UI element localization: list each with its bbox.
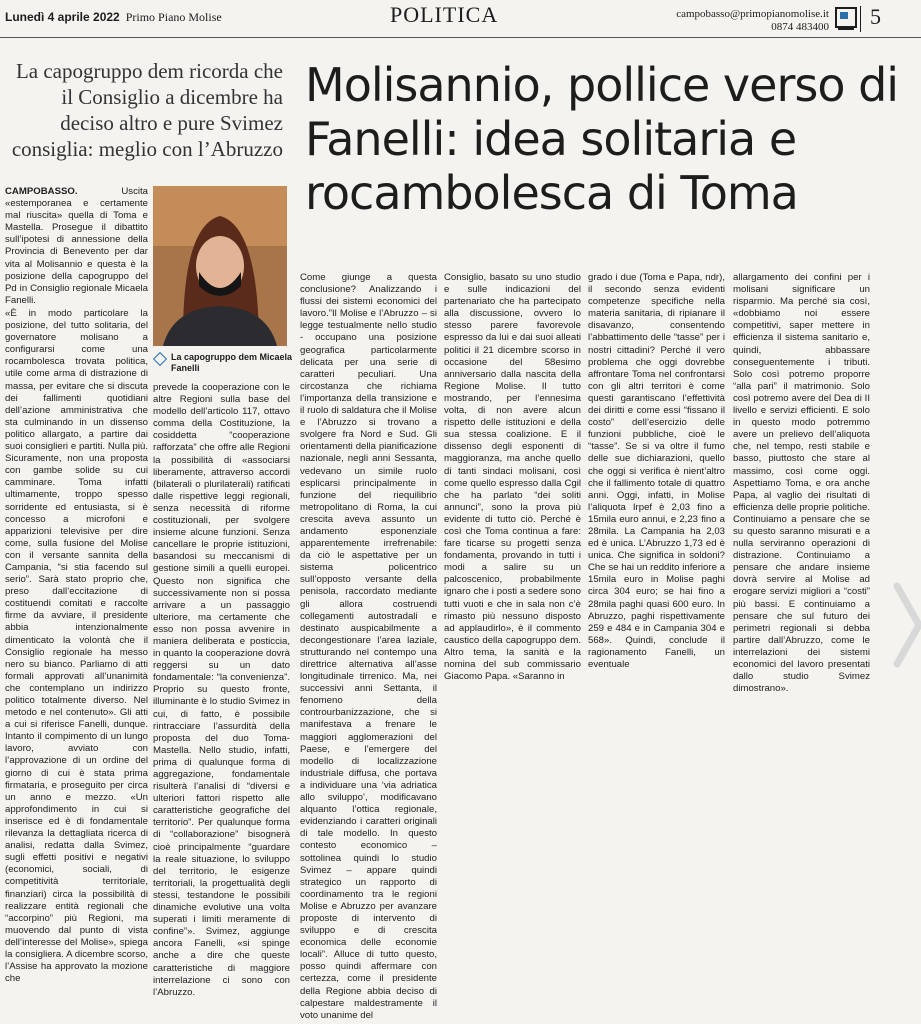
column-6-text: allargamento dei confini per i molisani significare un risparmio. Ma perché sia così, «dobbiamo noi essere competitivi, saper mettere in efficienza il sistema sanitario e, quindi, abbassare conseguentemente i tributi. Solo così potremo proporre “alla pari” il matrimonio. Solo così potremo avere del Dea di II livello e servizi efficienti. E solo in questo modo potremmo avere un prelievo dell’aliquota che, nel tempo, resti stabile e basso, piuttosto che stare al massimo, così come oggi. Aspettiamo Toma, e ora anche Papa, al vaglio dei risultati di efficienza delle proprie politiche. Continuiamo a pensare che se su questo saranno misurati e a nulla serviranno operazioni di distrazione. Continuiamo a pensare che andare insieme dovrà servire al Molise ad erogare servizi migliori a “costi” più bassi. E continuiamo a pensare che sul futuro dei perimetri regionali si debba partire dall’Abruzzo, come le interrelazioni dei sistemi economici del lavoro presentati dallo studio Svimez dimostrano».: [733, 272, 870, 695]
header-rule: [0, 37, 921, 38]
article-headline: Molisannio, pollice verso di Fanelli: idea solitaria e rocambolesca di Toma: [305, 58, 899, 220]
column-4-text: Consiglio, basato su uno studio e sulle indicazioni del partenariato che ha partecipato alla discussione, ovvero lo stesso parere favorevole espresso da lui e dai suoi alleati politici il 21 dicembre scorso in occasione del 58esimo anniversario dalla nascita della Regione Molise. Il tutto mostrando, per l’ennesima volta, di non avere alcun rispetto delle istituzioni e della sua stessa coalizione. E il dissenso degli esponenti di maggioranza, ma anche quello di tanti sindaci molisani, così come quello espresso dalla Cgil che ha parlato “dei soliti annunci”, sono la prova più evidente di tutto ciò. Perché è così che Toma continua a fare: fare ticarse su progetti senza fondamenta, provando in tutti i modi a salire su un palcoscenico, probabilmente ignaro che i posti a sedere sono tutti vuoti e che in sala non c’è rimasto più nessuno disposto ad applaudirlo», è il commento caustico della capogruppo dem. Altro tema, la sanità e la nomina del sub commissario Giacomo Papa. «Saranno in: [444, 272, 581, 683]
column-3-text: Come giunge a questa conclusione? Analizzando i flussi dei sistemi economici del lavoro.”Il Molise e l’Abruzzo – si legge testualmente nello studio - occupano una posizione geografica particolarmente delicata per una serie di caratteri peculiari. Una circostanza che richiama l’importanza della transizione e il ruolo di saldatura che il Molise e l’Abruzzo si trovano a svolgere fra Nord e Sud. Gli orientamenti della pianificazione nazionale, negli anni Sessanta, vedevano un simile ruolo esplicarsi principalmente in funzione del riequilibrio metropolitano di Roma, la cui crescita aveva assunto un andamento esponenziale apparentemente irrefrenabile: da ciò le aspettative per un sistema policentrico sull’opposto versante della penisola, raccordato mediante gli allora costruendi collegamenti autostradali e destinato auspicabilmente a decongestionare l’area laziale, strutturando nel contempo una direttrice alternativa all’asse longitudinale tirrenico. Ma, nei successivi anni Settanta, il fenomeno della controurbanizzazione, che si manifestava a frenare le maggiori agglomerazioni del Paese, e l’emergere del modello di localizzazione industriale diffusa, che portava a individuare una ‘via adriatica allo sviluppo’, modificavano alquanto l’ottica regionale, evidenziando i caratteri originali di tale modello. In questo contesto economico – sottolinea quindi lo studio Svimez – appare quindi strategico un rapporto di coordinamento tra le regioni Molise e Abruzzo per avanzare proposte di intervento di sviluppo e di crescita economica delle economie locali”. Alluce di tutto questo, posso quindi affermare con certezza, come il presidente della Regione abbia deciso di calpestare maldestramente il voto unanime del: [300, 272, 437, 1021]
section-title: POLITICA: [390, 2, 499, 27]
article-column-1: [5, 308, 148, 1024]
header-phone: 0874 483400: [771, 21, 829, 33]
article-column-3: [300, 272, 437, 1024]
photo-caption: [153, 352, 293, 374]
header-date: [5, 10, 222, 25]
article-intro: Uscita «estemporanea e certamente mal riuscita» quella di Toma e Mastella. Prosegue il dibattito sull’ipotesi di annessione della Provincia di Benevento per dar vita al Molisannio e questa è la posizione della capogruppo del Pd in Consiglio regionale Micaela Fanelli.: [5, 186, 148, 306]
article-column-4: [444, 272, 581, 712]
article-dateline: CAMPOBASSO.: [5, 186, 78, 197]
ppm-logo-icon: [835, 7, 857, 31]
page-number: 5: [870, 4, 881, 29]
article-column-2: [153, 382, 290, 1024]
header-contacts: [676, 8, 829, 34]
portrait-image: [153, 186, 287, 346]
photo-caption-text: La capogruppo dem Micaela Fanelli: [171, 352, 293, 373]
article-column-6: [733, 272, 870, 724]
author-photo: [153, 186, 287, 346]
column-2-text: prevede la cooperazione con le altre Regioni sulla base del modello dell’articolo 117, ottavo comma della Costituzione, la cosiddetta “cooperazione rafforzata” che offre alle Regioni la possibilità di «associarsi liberamente, attraverso accordi (bilaterali o plurilaterali) ratificati dalle rispettive leggi regionali, senza necessità di riforme costituzionali, per svolgere insieme alcune funzioni. Senza cancellare le proprie istituzioni, basandosi su meccanismi di gestione simili a quelli europei. Questo non significa che successivamente non si possa arrivare a un passaggio ulteriore, ma certamente che esso non possa avvenire in maniera deliberata e posticcia, in quanto la cooperazione dovrà reggersi su un dato fondamentale: “la convenienza”. Proprio su questo fronte, illuminante è lo studio Svimez in cui, di fatto, è possibile rintracciare l’assurdità della proposta del duo Toma-Mastella. Nello studio, infatti, prima di qualunque forma di aggregazione, fondamentale risulterà l’analisi di “diversi e ulteriori fattori rispetto alle caratteristiche geografiche del territorio”. Per qualunque forma di “collaborazione” bisognerà cioè principalmente “guardare la reale situazione, lo sviluppo del territorio, le esigenze territoriali, la progettualità degli stessi, testandone le possibili dinamiche evolutive una volta superati i limiti meramente di confine”». Svimez, aggiunge ancora Fanelli, «si spinge anche a dire che queste caratteristiche di maggiore interrelazione ci sono con l’Abruzzo.: [153, 382, 290, 998]
column-5-text: grado i due (Toma e Papa, ndr), il secondo senza evidenti competenze specifiche nella materia sanitaria, di ripianare il disavanzo, consentendo l’abbattimento delle “tasse” per i nostri cittadini? Perché il vero problema che oggi dovrebbe affrontare Toma nel confrontarsi con gli altri territori è come questi garantiscano l’effettività dei diritti e come essi “fissano il costo” dell’esercizio delle funzioni pubbliche, cioè le “tasse”. Se si va oltre il fumo delle sue dichiarazioni, quello che oggi si verifica è nient’altro che il fallimento totale di quattro anni. Oggi, infatti, in Molise l’aliquota Irpef è 2,03 fino a 15mila euro annui, e 2,23 fino a 28mila. La Campania ha 2,03 ed è unica. L’Abruzzo 1,73 ed è unica. Che significa in soldoni? Che se hai un reddito inferiore a 15mila euro in Molise paghi circa 304 euro; se hai fino a 28mila paghi quasi 600 euro. In Abruzzo, paghi rispettivamente 259 e 484 e in Campania 304 e 568». Quindi, conclude il ragionamento Fanelli, un eventuale: [588, 272, 725, 670]
diamond-icon: [153, 352, 167, 366]
article-kicker: La capogruppo dem ricorda che il Consiglio a dicembre ha deciso altro e pure Svimez consiglia: meglio con l’Abruzzo: [11, 59, 283, 161]
chevron-right-icon[interactable]: [893, 580, 921, 670]
header-date-text: Lunedì 4 aprile 2022: [5, 10, 120, 24]
column-1-text: «È in modo particolare la posizione, del tutto solitaria, del governatore molisano a configurarsi come una rocambolesca trovata politica, utile come arma di distrazione di massa, per evitare che si discuta dei fallimenti quotidiani dell’azione amministrativa che sta culminando in un dissenso politico allargato, a partire dai suoi consiglieri e partiti. Nulla più. Sicuramente, non una proposta con gambe solide su cui camminare. Toma infatti ultimamente, troppo spesso sorridente ed entusiasta, si è concesso a microfoni e apparizioni televisive per dire come, sulla fusione del Molise con il versante sannita della Campania, “si stia facendo sul serio”. Sarà stato proprio che, preso dall’eccitazione di costituendi comitati e raccolte firme da avviare, il presidente abbia intenzionalmente dimenticato la volontà che il Consiglio regionale ha messo nero su bianco. Parliamo di atti formali approvati all’unanimità che contemplano un indirizzo politico totalmente diverso. Nel metodo e nel contenuto». Gli atti a cui si riferisce Fanelli, dunque. Intanto il compimento di un lungo lavoro, avviato con l’approvazione di un ordine del giorno di cui è stata prima firmataria, e proseguito per circa un anno e mezzo. «Un approfondimento in cui si inserisce ed è di fondamentale rilevanza la dettagliata ricerca di analisi, redatta dalla Svimez, sugli effetti positivi e negativi (economici, sociali, di competitività territoriale, finanziari) circa la possibilità di realizzare entità regionali che “accorpino” più Regioni, ma muovendo dal punto di vista dell’interesse del Molise», spiega la consigliera. A dicembre scorso, l’Assise ha approvato la mozione che: [5, 308, 148, 985]
article-column-5: [588, 272, 725, 712]
header-paper: Primo Piano Molise: [125, 10, 222, 24]
header-separator: [860, 6, 861, 32]
header-email: campobasso@primopianomolise.it: [676, 8, 829, 20]
